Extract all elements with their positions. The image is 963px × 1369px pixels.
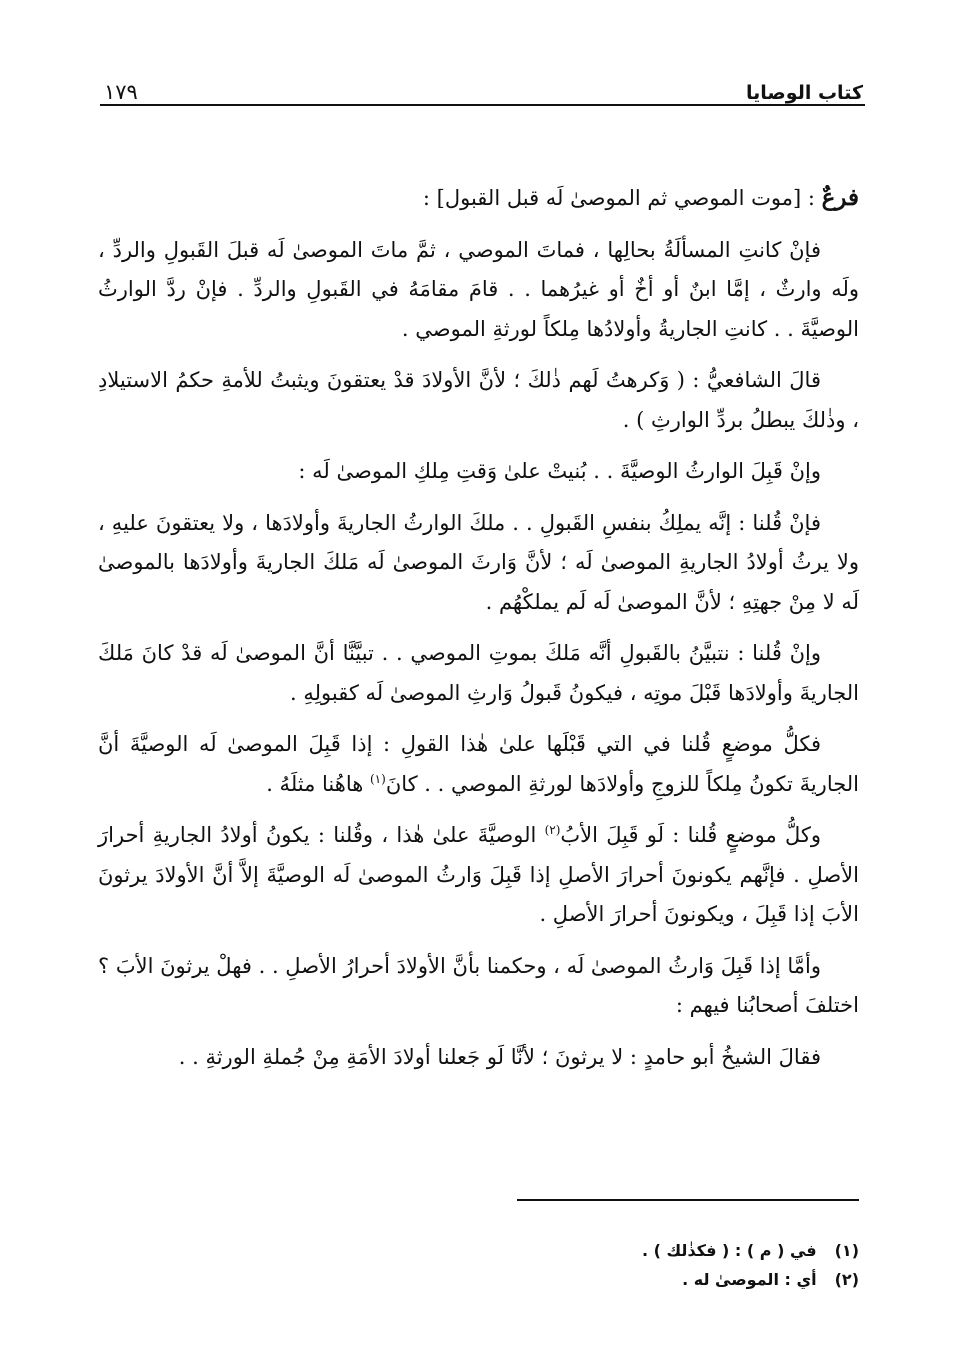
paragraph: وأمَّا إذا قَبِلَ وَارثُ الموصىٰ لَه ، وحكمنا بأنَّ الأولادَ أحرارُ الأصلِ . . فهلْ يرثونَ الأبَ ؟ اختلفَ أصحابُنا فيهم : xyxy=(98,953,859,1017)
paragraph: وإنْ قُلنا : نتبيَّنُ بالقَبولِ أنَّه مَلكَ بموتِ الموصي . . تبيَّنَّا أنَّ الموصىٰ لَه قدْ كانَ مَلكَ الجاريةَ وأولادَها قَبْلَ موتِه ، فيكونُ قَبولُ وَارثِ الموصىٰ لَه كقبولِهِ . xyxy=(98,641,859,705)
footnote-ref-2[interactable]: (٢) xyxy=(544,823,561,837)
paragraph: فقالَ الشيخُ أبو حامدٍ : لا يرثونَ ؛ لأنَّا لَو جَعلنا أولادَ الأمَةِ مِنْ جُملةِ الورثةِ . . xyxy=(178,1044,821,1069)
footnote xyxy=(98,1265,859,1294)
section-title: : [موت الموصي ثم الموصىٰ لَه قبل القبول] : xyxy=(422,186,822,210)
paragraph-text: وكلُّ موضعٍ قُلنا : لَو قَبِلَ الأبُ xyxy=(560,823,821,847)
footnote-text: في ( م ) : ( فكذٰلك ) . xyxy=(642,1241,817,1260)
paragraph-text: هاهُنا مثلَهُ . xyxy=(266,771,370,796)
paragraph-text: الوصيَّةَ علىٰ هٰذا ، وقُلنا : يكونُ أولادُ الجاريةِ أحرارَ الأصلِ . فإنَّهم يكونونَ أحرارَ الأصلِ إذا قَبِلَ وَارثُ الموصىٰ لَه الوصيَّةَ إلاَّ أنَّ الأولادَ يرثونَ الأبَ إذا قَبِلَ ، ويكونونَ أحرارَ الأصلِ . xyxy=(98,823,859,926)
paragraph: فإنْ قُلنا : إنَّه يملِكُ بنفسِ القَبولِ . . ملكَ الوارثُ الجاريةَ وأولادَها ، ولا يعتقونَ عليهِ ، ولا يرثُ أولادُ الجاريةِ الموصىٰ لَه ؛ لأنَّ وَارثَ الموصىٰ لَه مَلكَ الجاريةَ وأولادَها بالموصىٰ لَه لا مِنْ جهتِهِ ؛ لأنَّ الموصىٰ لَه لَم يملكْهُم . xyxy=(98,510,859,614)
main-text xyxy=(98,178,859,1077)
paragraph: قالَ الشافعيُّ : ( وَكرهتُ لَهم ذٰلكَ ؛ لأنَّ الأولادَ قدْ يعتقونَ ويثبتُ للأمةِ حكمُ الاستيلادِ ، وذٰلكَ يبطلُ بردِّ الوارثِ ) . xyxy=(98,368,859,432)
footnote-number: (٢) xyxy=(834,1270,859,1289)
footnotes xyxy=(98,1236,859,1294)
footnote xyxy=(98,1236,859,1265)
section-label: فرعٌ xyxy=(821,184,859,211)
paragraph-text: فكلُّ موضعٍ قُلنا في التي قَبْلَها علىٰ هٰذا القولِ : إذا قَبِلَ الموصىٰ لَه الوصيَّةَ أنَّ الجاريةَ تكونُ مِلكاً للزوجِ وأولادَها لورثةِ الموصي . . كانَ xyxy=(98,732,859,796)
running-title: كتاب الوصايا xyxy=(746,82,863,104)
paragraph: فإنْ كانتِ المسألَةُ بحالِها ، فماتَ الموصي ، ثمَّ ماتَ الموصىٰ لَه قبلَ القَبولِ والردِّ ، ولَه وارثٌ ، إمَّا ابنٌ أو أخٌ أو غيرُهما . . قامَ مقامَهُ في القَبولِ والردِّ . فإنْ ردَّ الوارثُ الوصيَّةَ . . كانتِ الجاريةُ وأولادُها مِلكاً لورثةِ الموصي . xyxy=(98,237,859,341)
paragraph xyxy=(98,725,859,804)
page-number: ١٧٩ xyxy=(104,80,138,104)
section-heading xyxy=(98,178,859,219)
running-header xyxy=(104,70,863,104)
footnote-number: (١) xyxy=(834,1241,859,1260)
footnote-text: أي : الموصىٰ له . xyxy=(682,1270,817,1289)
footnote-rule xyxy=(517,1199,859,1201)
footnote-ref-1[interactable]: (١) xyxy=(369,771,386,786)
paragraph xyxy=(98,816,859,935)
paragraph: وإنْ قَبِلَ الوارثُ الوصيَّةَ . . بُنيتْ علىٰ وَقتِ مِلكِ الموصىٰ لَه : xyxy=(298,459,821,483)
header-rule xyxy=(100,104,865,106)
